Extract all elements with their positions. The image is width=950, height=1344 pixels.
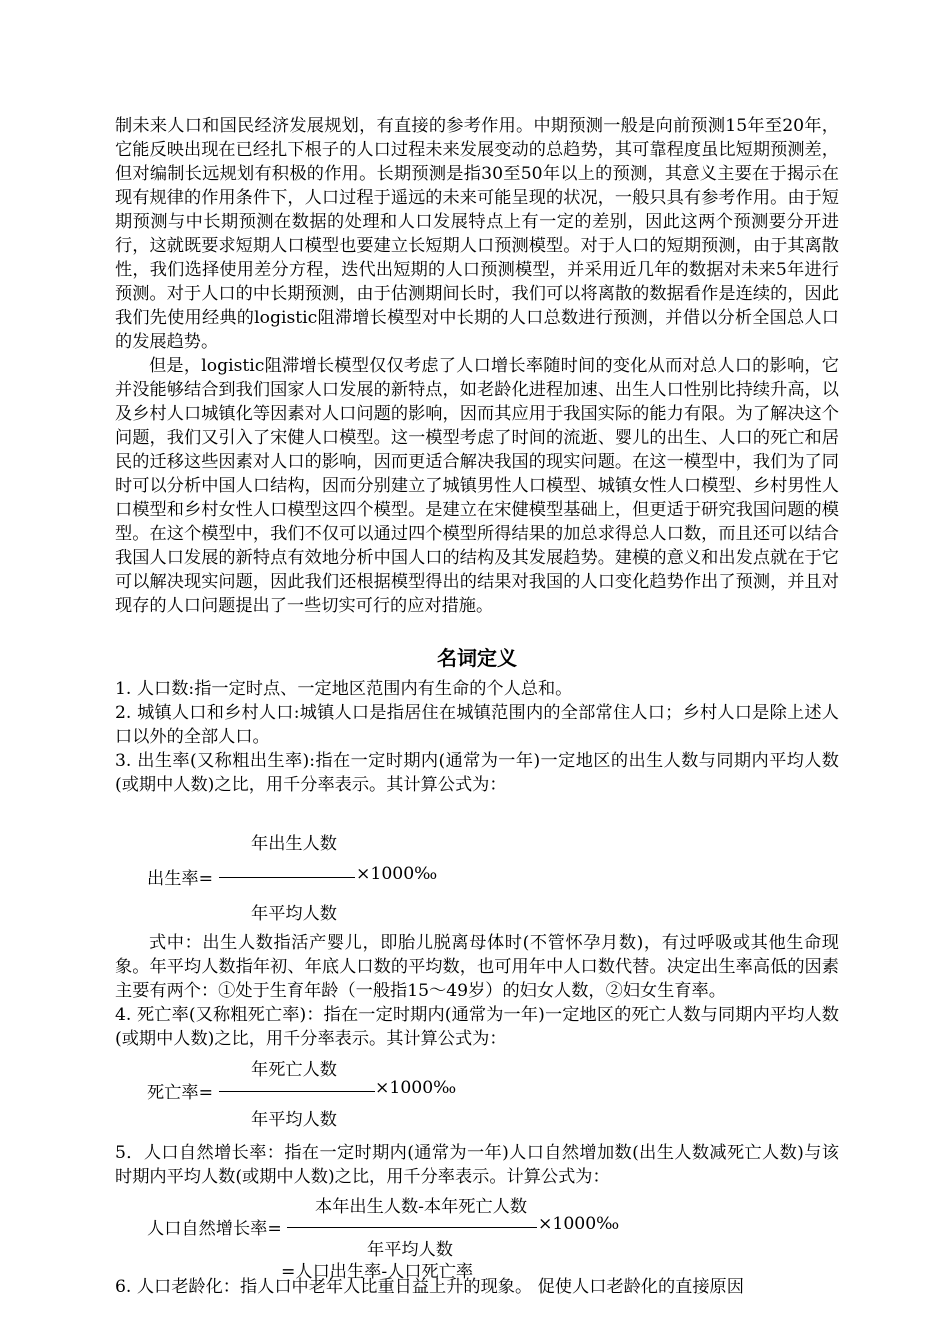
definition-4: 4. 死亡率(又称粗死亡率)：指在一定时期内(通常为一年)一定地区的死亡人数与同期内平均人数(或期中人数)之比，用千分率表示。其计算公式为：	[115, 1005, 839, 1049]
intro-paragraph-2: 但是，logistic阻滞增长模型仅仅考虑了人口增长率随时间的变化从而对总人口的影响，它并没能够结合到我们国家人口发展的新特点，如老龄化进程加速、出生人口性别比持续升高，以及乡村人口城镇化等因素对人口问题的影响，因而其应用于我国实际的能力有限。为了解决这个问题，我们又引入了宋健人口模型。这一模型考虑了时间的流逝、婴儿的出生、人口的死亡和居民的迁移这些因素对人口的影响，因而更适合解决我国的现实问题。在这一模型中，我们为了同时可以分析中国人口结构，因而分别建立了城镇男性人口模型、城镇女性人口模型、乡村男性人口模型和乡村女性人口模型这四个模型。是建立在宋健模型基础上，但更适于研究我国问题的模型。在这个模型中，我们不仅可以通过四个模型所得结果的加总求得总人口数，而且还可以结合我国人口发展的新特点有效地分析中国人口的结构及其发展趋势。建模的意义和出发点就在于它可以解决现实问题，因此我们还根据模型得出的结果对我国的人口变化趋势作出了预测，并且对现存的人口问题提出了一些切实可行的应对措施。	[115, 356, 839, 616]
death-rate-formula	[115, 1051, 839, 1141]
growth-multiplier: ×1000‰	[538, 1214, 620, 1234]
definition-1: 1. 人口数:指一定时点、一定地区范围内有生命的个人总和。	[115, 679, 573, 699]
death-label: 死亡率=	[147, 1083, 213, 1103]
definition-5: 5．人口自然增长率：指在一定时期内(通常为一年)人口自然增加数(出生人数减死亡人数)与该时期内平均人数(或期中人数)之比，用千分率表示。计算公式为：	[115, 1143, 839, 1187]
birth-fraction-bar	[219, 877, 355, 878]
intro-paragraph-1: 制未来人口和国民经济发展规划，有直接的参考作用。中期预测一般是向前预测15年至20年，它能反映出现在已经扎下根子的人口过程未来发展变动的总趋势，其可靠程度虽比短期预测差，但对编制长远规划有积极的作用。长期预测是指30至50年以上的预测，其意义主要在于揭示在现有规律的作用条件下，人口过程于遥远的未来可能呈现的状况，一般只具有参考作用。由于短期预测与中长期预测在数据的处理和人口发展特点上有一定的差别，因此这两个预测要分开进行，这就既要求短期人口模型也要建立长短期人口预测模型。对于人口的短期预测，由于其离散性，我们选择使用差分方程，迭代出短期的人口预测模型，并采用近几年的数据对未来5年进行预测。对于人口的中长期预测，由于估测期间长时，我们可以将离散的数据看作是连续的，因此我们先使用经典的logistic阻滞增长模型对中长期的人口总数进行预测，并借以分析全国总人口的发展趋势。	[115, 116, 839, 352]
growth-denominator: 年平均人数	[367, 1240, 453, 1260]
definition-2: 2. 城镇人口和乡村人口:城镇人口是指居住在城镇范围内的全部常住人口；乡村人口是除上述人口以外的全部人口。	[115, 703, 839, 747]
definition-3-note: 式中：出生人数指活产婴儿，即胎儿脱离母体时(不管怀孕月数)，有过呼吸或其他生命现象。年平均人数指年初、年底人口数的平均数，也可用年中人口数代替。决定出生率高低的因素主要有两个：①处于生育年龄（一般指15～49岁）的妇女人数，②妇女生育率。	[115, 933, 839, 1001]
death-numerator: 年死亡人数	[251, 1060, 337, 1080]
birth-denominator: 年平均人数	[251, 904, 337, 924]
definition-3: 3. 出生率(又称粗出生率):指在一定时期内(通常为一年)一定地区的出生人数与同期内平均人数(或期中人数)之比，用千分率表示。其计算公式为：	[115, 751, 839, 795]
growth-fraction-bar	[287, 1227, 537, 1228]
growth-label: 人口自然增长率=	[147, 1219, 282, 1239]
birth-rate-formula	[115, 821, 839, 931]
birth-numerator: 年出生人数	[251, 834, 337, 854]
birth-multiplier: ×1000‰	[356, 864, 438, 884]
growth-equivalent: =人口出生率-人口死亡率	[281, 1262, 474, 1282]
growth-numerator: 本年出生人数-本年死亡人数	[315, 1197, 528, 1217]
natural-growth-formula	[115, 1189, 839, 1282]
death-denominator: 年平均人数	[251, 1110, 337, 1130]
death-multiplier: ×1000‰	[375, 1078, 457, 1098]
definition-6: 6. 人口老龄化：指人口中老年人比重日益上升的现象。 促使人口老龄化的直接原因	[115, 1277, 744, 1297]
death-fraction-bar	[219, 1091, 375, 1092]
birth-label: 出生率=	[147, 869, 213, 889]
section-title: 名词定义	[437, 646, 517, 670]
document-page	[115, 114, 839, 1299]
